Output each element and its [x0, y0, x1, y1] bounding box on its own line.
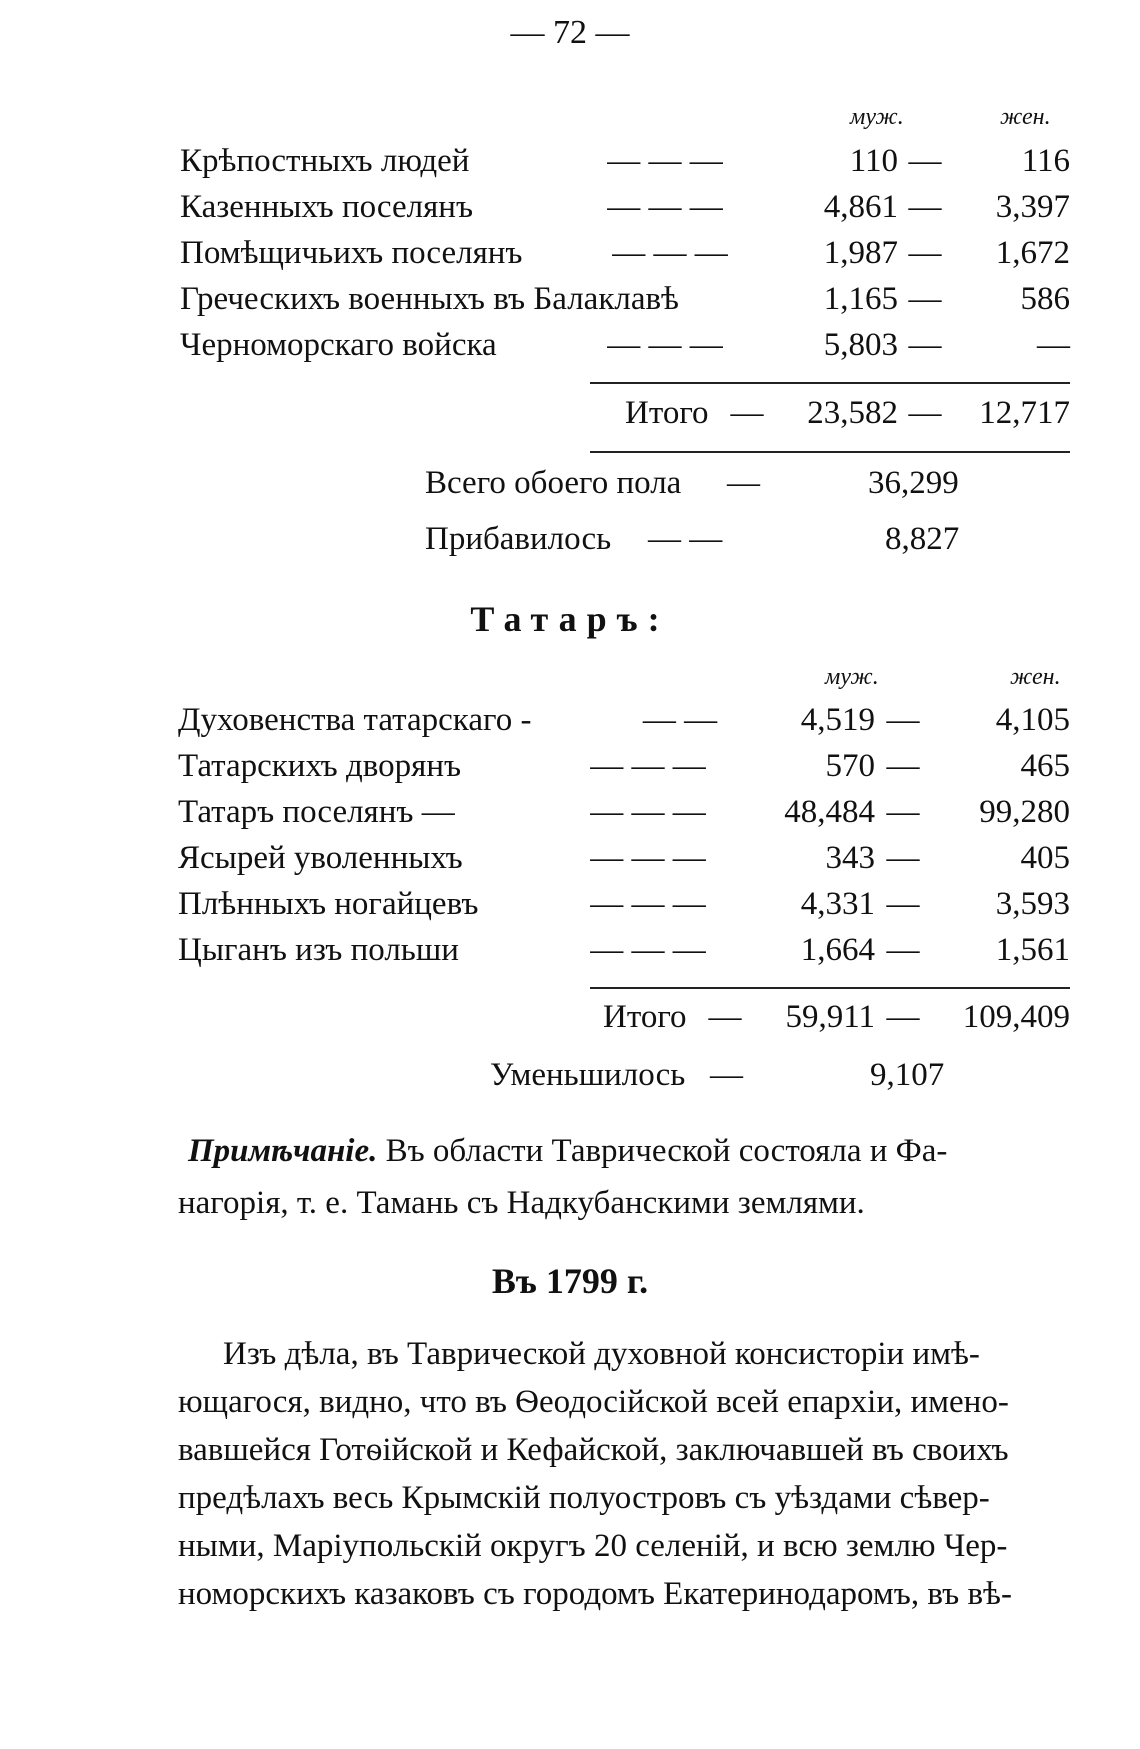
decrease-row [0, 1052, 1140, 1098]
row-label: Цыганъ изъ польши [178, 932, 459, 968]
female-value: 99,280 [979, 794, 1070, 830]
column-header-female: жен. [1010, 664, 1061, 690]
table-row [0, 697, 1140, 743]
value-separator: — [908, 327, 942, 363]
paragraph-line: вавшейся Готѳійской и Кефайской, заключавшей въ своихъ [178, 1432, 1009, 1468]
total-label: Итого [603, 999, 687, 1035]
female-value: — [1037, 327, 1070, 363]
row-dashes: — — — [590, 840, 706, 876]
female-value: 405 [1020, 840, 1070, 876]
female-value: 3,593 [995, 886, 1070, 922]
row-dashes: — — — [590, 932, 706, 968]
value-separator: — [908, 143, 942, 179]
male-value: 1,664 [800, 932, 875, 968]
value-separator: — [886, 748, 920, 784]
male-value: 1,987 [823, 235, 898, 271]
increase-label: Прибавилось [425, 521, 612, 557]
value-separator: — [886, 840, 920, 876]
row-label: Духовенства татарскаго - [178, 702, 532, 738]
both-sexes-separator: — [727, 465, 760, 501]
row-dashes: — — — [590, 794, 706, 830]
row-dashes: — — — [612, 235, 728, 271]
male-value: 110 [849, 143, 898, 179]
value-separator: — [908, 281, 942, 317]
female-value: 1,672 [995, 235, 1070, 271]
total-row [0, 994, 1140, 1040]
total-female: 109,409 [962, 999, 1070, 1035]
total-row [0, 390, 1140, 436]
row-label: Греческихъ военныхъ въ Балаклавѣ [180, 281, 679, 317]
page-number: — 72 — [510, 14, 630, 51]
row-dashes: — — — [607, 189, 723, 225]
female-value: 465 [1020, 748, 1070, 784]
note-paragraph [178, 1128, 1068, 1226]
column-header-male: муж. [850, 104, 904, 130]
row-label: Помѣщичьихъ поселянъ [180, 235, 523, 271]
male-value: 1,165 [823, 281, 898, 317]
total-separator: — [730, 395, 764, 431]
row-dashes: — — — [590, 886, 706, 922]
table-row [0, 276, 1140, 322]
female-value: 586 [1020, 281, 1070, 317]
total-female: 12,717 [979, 395, 1070, 431]
row-label: Черноморскаго войска [180, 327, 497, 363]
column-header-female: жен. [1000, 104, 1051, 130]
female-value: 1,561 [995, 932, 1070, 968]
both-sexes-label: Всего обоего пола [425, 465, 682, 501]
increase-row [0, 516, 1140, 562]
total-rule [590, 382, 1070, 384]
paragraph-line: ющагося, видно, что въ Ѳеодосійской всей епархіи, имено- [178, 1384, 1009, 1420]
male-value: 570 [825, 748, 875, 784]
total-separator: — [908, 395, 942, 431]
table-row [0, 322, 1140, 368]
row-label: Плѣнныхъ ногайцевъ [178, 886, 479, 922]
paragraph-line: Изъ дѣла, въ Таврической духовной консисторіи имѣ- [223, 1336, 980, 1372]
total-male: 59,911 [785, 999, 875, 1035]
female-value: 4,105 [995, 702, 1070, 738]
total-label: Итого [625, 395, 709, 431]
increase-separator: — — [648, 521, 723, 557]
male-value: 5,803 [823, 327, 898, 363]
paragraph-line: предѣлахъ весь Крымскій полуостровъ съ уѣздами сѣвер- [178, 1480, 990, 1516]
tatar-section-title: Татаръ: [470, 599, 670, 639]
decrease-separator: — [710, 1057, 743, 1093]
value-separator: — [886, 932, 920, 968]
both-sexes-value: 36,299 [868, 465, 959, 501]
male-value: 48,484 [784, 794, 875, 830]
table-row [0, 138, 1140, 184]
total-rule [590, 987, 1070, 989]
value-separator: — [886, 794, 920, 830]
increase-value: 8,827 [885, 521, 960, 557]
male-value: 343 [825, 840, 875, 876]
decrease-label: Уменьшилось [490, 1057, 686, 1093]
table-row [0, 835, 1140, 881]
row-dashes: — — — [607, 327, 723, 363]
female-value: 116 [1021, 143, 1070, 179]
body-paragraph [178, 1330, 1068, 1618]
note-text: Въ области Таврической состояла и Фа- [385, 1133, 948, 1169]
total-male: 23,582 [807, 395, 898, 431]
value-separator: — [886, 702, 920, 738]
column-header-male: муж. [825, 664, 879, 690]
row-dashes: — — — [590, 748, 706, 784]
paragraph-line: номорскихъ казаковъ съ городомъ Екатеринодаромъ, въ вѣ- [178, 1576, 1012, 1612]
female-value: 3,397 [995, 189, 1070, 225]
decrease-value: 9,107 [870, 1057, 945, 1093]
row-label: Крѣпостныхъ людей [180, 143, 470, 179]
row-dashes: — — — [607, 143, 723, 179]
table-row [0, 184, 1140, 230]
table-row [0, 927, 1140, 973]
male-value: 4,331 [800, 886, 875, 922]
table-row [0, 230, 1140, 276]
note-line [178, 1128, 1068, 1174]
table-row [0, 743, 1140, 789]
both-sexes-row [0, 460, 1140, 506]
value-separator: — [908, 235, 942, 271]
note-line: нагорія, т. е. Тамань съ Надкубанскими землями. [178, 1185, 865, 1221]
paragraph-line: ными, Маріупольскій округъ 20 селеній, и всю землю Чер- [178, 1528, 1008, 1564]
row-label: Татарскихъ дворянъ [178, 748, 462, 784]
value-separator: — [908, 189, 942, 225]
male-value: 4,519 [800, 702, 875, 738]
year-heading: Въ 1799 г. [491, 1261, 649, 1301]
note-lead: Примѣчаніе. [188, 1133, 378, 1169]
table-row [0, 881, 1140, 927]
total-separator: — [708, 999, 742, 1035]
sum-rule [590, 451, 1070, 453]
row-dashes: — — [642, 702, 718, 738]
table-row [0, 789, 1140, 835]
row-label: Казенныхъ поселянъ [180, 189, 474, 225]
total-separator: — [886, 999, 920, 1035]
male-value: 4,861 [823, 189, 898, 225]
value-separator: — [886, 886, 920, 922]
row-label: Татаръ поселянъ — [178, 794, 455, 830]
row-label: Ясырей уволенныхъ [178, 840, 463, 876]
